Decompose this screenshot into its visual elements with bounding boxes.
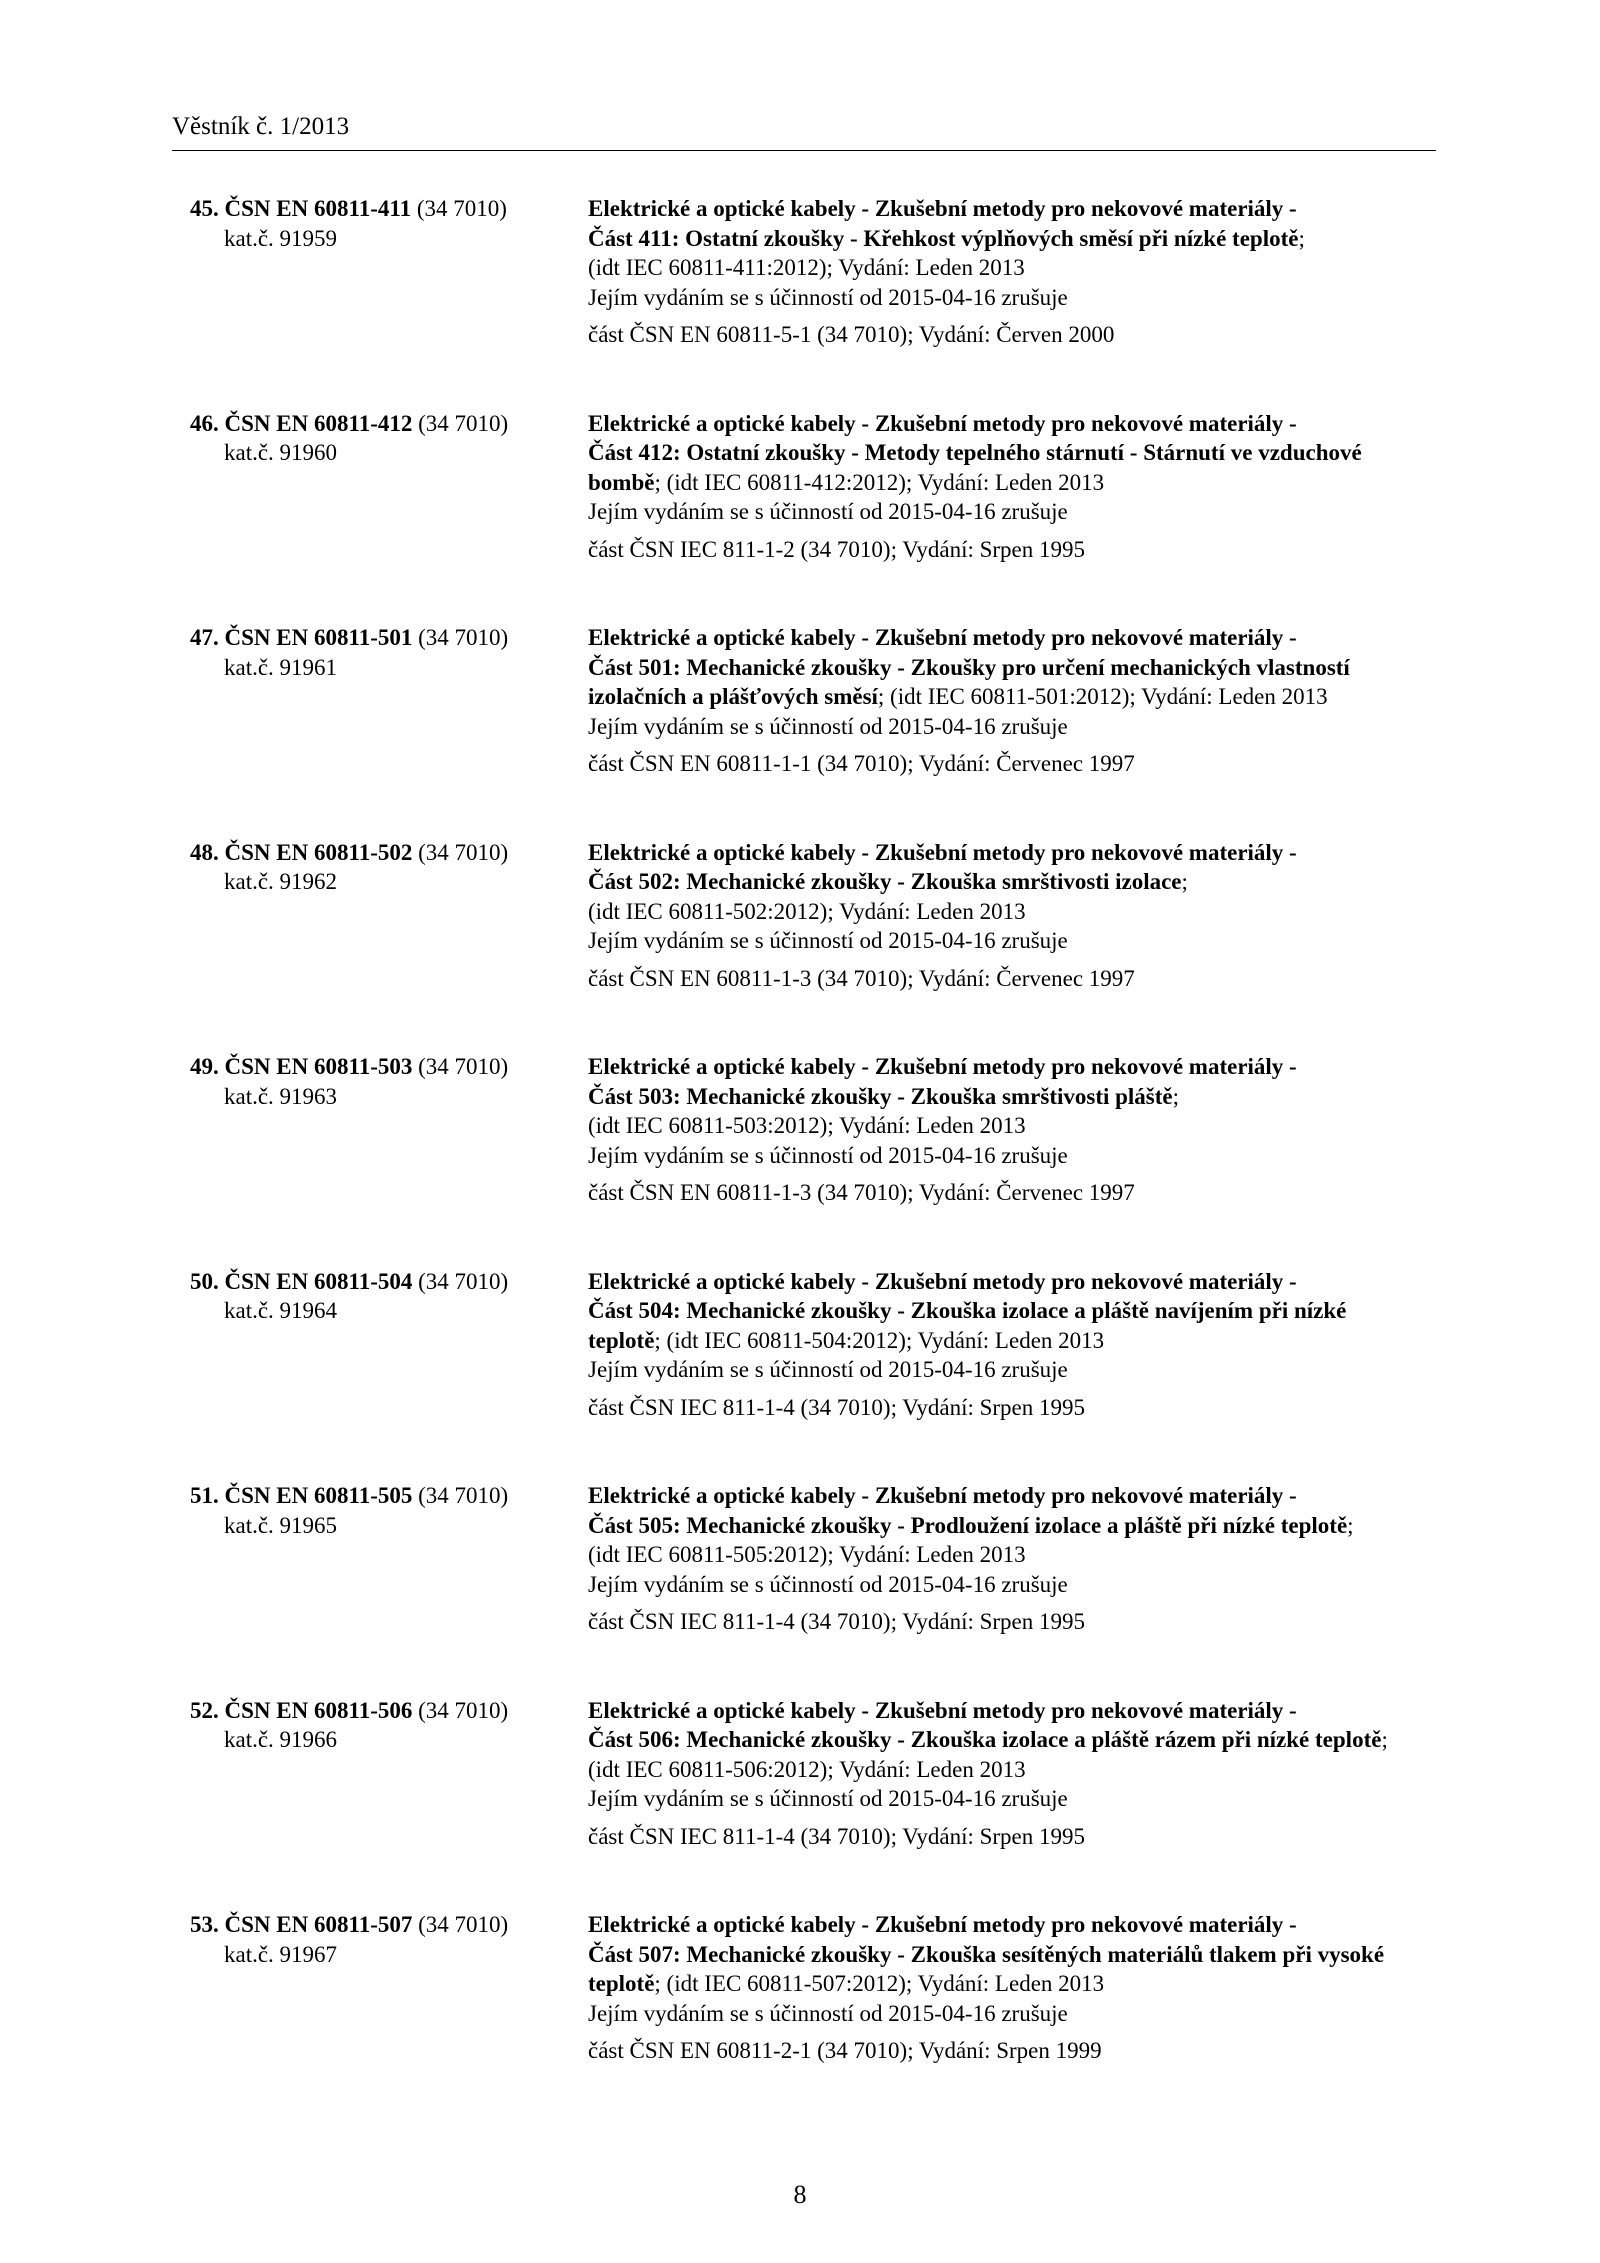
classification-code: (34 7010) — [418, 1912, 509, 1937]
title-text: Elektrické a optické kabely - Zkušební metody pro nekovové materiály - — [588, 1268, 1297, 1294]
body-text: ; (idt IEC 60811-507:2012); Vydání: Leden 2013 — [654, 1971, 1105, 1996]
cancelled-standard: část ČSN IEC 811-1-4 (34 7010); Vydání: Srpen 1995 — [588, 1609, 1086, 1634]
title-text: Část 412: Ostatní zkoušky - Metody tepelného stárnutí - Stárnutí ve vzduchové — [588, 440, 1362, 465]
description-line — [588, 712, 1443, 742]
description-line — [588, 1326, 1443, 1356]
description-line — [588, 623, 1443, 653]
description-line — [588, 1725, 1443, 1755]
standard-description — [588, 623, 1443, 779]
catalog-number: kat.č. 91960 — [224, 440, 338, 465]
standard-designation — [190, 1696, 590, 1726]
cancelled-standard: část ČSN EN 60811-1-3 (34 7010); Vydání: Červenec 1997 — [588, 1180, 1135, 1205]
classification-code: (34 7010) — [416, 196, 507, 221]
classification-code: (34 7010) — [418, 839, 509, 865]
description-line — [588, 1511, 1443, 1541]
description-line — [588, 1755, 1443, 1785]
standard-designation — [190, 1910, 590, 1940]
body-text: ; (idt IEC 60811-501:2012); Vydání: Leden 2013 — [877, 684, 1328, 709]
standards-list — [190, 194, 1440, 2125]
standard-code: ČSN EN 60811-503 — [224, 1054, 413, 1079]
description-line — [588, 1540, 1443, 1570]
description-line — [588, 194, 1443, 224]
entry-number: 51. — [190, 1483, 219, 1508]
title-text: Část 506: Mechanické zkoušky - Zkouška izolace a pláště rázem při nízké teplotě — [588, 1727, 1382, 1752]
standard-entry — [190, 194, 1440, 409]
standard-identifier — [190, 1052, 590, 1111]
title-text: Elektrické a optické kabely - Zkušební metody pro nekovové materiály - — [588, 839, 1297, 865]
title-text: Část 504: Mechanické zkoušky - Zkouška izolace a pláště navíjením při nízké — [588, 1298, 1347, 1323]
entry-number: 53. — [190, 1912, 219, 1937]
description-line — [588, 1082, 1443, 1112]
description-line — [588, 1940, 1443, 1970]
classification-code: (34 7010) — [418, 625, 509, 650]
description-line — [588, 1570, 1443, 1600]
description-line — [588, 283, 1443, 313]
title-text: Část 502: Mechanické zkoušky - Zkouška smrštivosti izolace — [588, 869, 1182, 894]
title-text: Část 411: Ostatní zkoušky - Křehkost výplňových směsí při nízké teplotě — [588, 225, 1299, 251]
body-text: ; — [1172, 1083, 1180, 1109]
standard-identifier — [190, 1910, 590, 1969]
description-line — [588, 1969, 1443, 1999]
body-text: Jejím vydáním se s účinností od 2015-04-16 zrušuje — [588, 1357, 1068, 1382]
classification-code: (34 7010) — [418, 410, 509, 436]
description-line — [588, 1355, 1443, 1385]
standard-description — [588, 1696, 1443, 1852]
description-line — [588, 468, 1443, 498]
body-text: (idt IEC 60811-506:2012); Vydání: Leden 2013 — [588, 1756, 1026, 1782]
body-text: ; — [1298, 225, 1305, 251]
description-line — [588, 1296, 1443, 1326]
description-line — [588, 1141, 1443, 1171]
standard-designation — [190, 1052, 590, 1082]
body-text: Jejím vydáním se s účinností od 2015-04-16 zrušuje — [588, 1571, 1068, 1597]
title-text: teplotě — [588, 1971, 655, 1996]
cancelled-standard: část ČSN IEC 811-1-2 (34 7010); Vydání: Srpen 1995 — [588, 536, 1086, 562]
description-line — [588, 1267, 1443, 1297]
standard-code: ČSN EN 60811-501 — [224, 625, 413, 650]
standard-identifier — [190, 194, 590, 253]
body-text: ; — [1381, 1727, 1388, 1752]
body-text: (idt IEC 60811-503:2012); Vydání: Leden 2013 — [588, 1113, 1026, 1138]
standard-code: ČSN EN 60811-507 — [224, 1912, 413, 1937]
body-text: Jejím vydáním se s účinností od 2015-04-16 zrušuje — [588, 713, 1068, 739]
standard-description — [588, 1267, 1443, 1423]
catalog-number: kat.č. 91959 — [224, 225, 338, 251]
body-text: Jejím vydáním se s účinností od 2015-04-16 zrušuje — [588, 499, 1068, 524]
standard-identifier — [190, 409, 590, 468]
description-line — [588, 1481, 1443, 1511]
description-line — [588, 926, 1443, 956]
title-text: Elektrické a optické kabely - Zkušební metody pro nekovové materiály - — [588, 1697, 1297, 1723]
cancelled-standard: část ČSN IEC 811-1-4 (34 7010); Vydání: Srpen 1995 — [588, 1394, 1086, 1420]
cancelled-standard: část ČSN EN 60811-1-1 (34 7010); Vydání: Červenec 1997 — [588, 751, 1135, 776]
standard-entry — [190, 1481, 1440, 1696]
title-text: Elektrické a optické kabely - Zkušební metody pro nekovové materiály - — [588, 410, 1297, 436]
page-number: 8 — [793, 2180, 807, 2209]
description-line — [588, 1910, 1443, 1940]
classification-code: (34 7010) — [418, 1054, 509, 1079]
title-text: Elektrické a optické kabely - Zkušební metody pro nekovové materiály - — [588, 1483, 1297, 1508]
description-line — [588, 438, 1443, 468]
description-line — [588, 409, 1443, 439]
description-line — [588, 497, 1443, 527]
cancelled-standard: část ČSN EN 60811-2-1 (34 7010); Vydání: Srpen 1999 — [588, 2038, 1102, 2063]
title-text: Elektrické a optické kabely - Zkušební metody pro nekovové materiály - — [588, 625, 1297, 650]
description-line — [588, 682, 1443, 712]
standard-entry — [190, 1910, 1440, 2125]
standard-description — [588, 194, 1443, 350]
standard-code: ČSN EN 60811-505 — [224, 1483, 413, 1508]
catalog-number: kat.č. 91966 — [224, 1727, 338, 1752]
body-text: Jejím vydáním se s účinností od 2015-04-16 zrušuje — [588, 1786, 1068, 1811]
body-text: ; (idt IEC 60811-504:2012); Vydání: Leden 2013 — [654, 1327, 1105, 1353]
title-text: Elektrické a optické kabely - Zkušební metody pro nekovové materiály - — [588, 1054, 1297, 1079]
description-line — [588, 653, 1443, 683]
catalog-number: kat.č. 91963 — [224, 1083, 338, 1109]
title-text: teplotě — [588, 1327, 655, 1353]
standard-identifier — [190, 1696, 590, 1755]
body-text: Jejím vydáním se s účinností od 2015-04-16 zrušuje — [588, 1142, 1068, 1168]
page-header — [172, 112, 1436, 151]
standard-description — [588, 1910, 1443, 2066]
description-line — [588, 838, 1443, 868]
body-text: (idt IEC 60811-505:2012); Vydání: Leden 2013 — [588, 1542, 1026, 1567]
classification-code: (34 7010) — [418, 1483, 509, 1508]
standard-code: ČSN EN 60811-506 — [224, 1697, 413, 1723]
entry-number: 47. — [190, 625, 219, 650]
body-text: ; (idt IEC 60811-412:2012); Vydání: Leden 2013 — [654, 469, 1105, 495]
body-text: Jejím vydáním se s účinností od 2015-04-16 zrušuje — [588, 2000, 1068, 2026]
description-line — [588, 1111, 1443, 1141]
title-text: Část 503: Mechanické zkoušky - Zkouška smrštivosti pláště — [588, 1083, 1173, 1109]
standard-description — [588, 409, 1443, 565]
standard-description — [588, 838, 1443, 994]
standard-entry — [190, 1696, 1440, 1911]
entry-number: 45. — [190, 196, 219, 221]
standard-description — [588, 1052, 1443, 1208]
description-line — [588, 253, 1443, 283]
standard-entry — [190, 623, 1440, 838]
title-text: Část 505: Mechanické zkoušky - Prodloužení izolace a pláště při nízké teplotě — [588, 1512, 1348, 1538]
bulletin-title: Věstník č. 1/2013 — [172, 113, 350, 140]
standard-entry — [190, 1267, 1440, 1482]
entry-number: 46. — [190, 410, 219, 436]
body-text: (idt IEC 60811-411:2012); Vydání: Leden 2013 — [588, 255, 1025, 280]
description-line — [588, 1999, 1443, 2029]
body-text: Jejím vydáním se s účinností od 2015-04-16 zrušuje — [588, 928, 1068, 953]
standard-code: ČSN EN 60811-412 — [224, 410, 413, 436]
cancelled-standard: část ČSN IEC 811-1-4 (34 7010); Vydání: Srpen 1995 — [588, 1823, 1086, 1849]
title-text: Elektrické a optické kabely - Zkušební metody pro nekovové materiály - — [588, 1912, 1297, 1937]
entry-number: 49. — [190, 1054, 219, 1079]
standard-entry — [190, 838, 1440, 1053]
standard-designation — [190, 194, 590, 224]
title-text: Část 501: Mechanické zkoušky - Zkoušky pro určení mechanických vlastností — [588, 654, 1350, 680]
cancelled-standard: část ČSN EN 60811-1-3 (34 7010); Vydání: Červenec 1997 — [588, 965, 1135, 991]
entry-number: 52. — [190, 1697, 219, 1723]
standard-entry — [190, 409, 1440, 624]
standard-identifier — [190, 1481, 590, 1540]
catalog-number: kat.č. 91962 — [224, 869, 338, 894]
standard-designation — [190, 1481, 590, 1511]
description-line — [588, 224, 1443, 254]
body-text: ; — [1347, 1512, 1354, 1538]
standard-entry — [190, 1052, 1440, 1267]
standard-designation — [190, 623, 590, 653]
description-line — [588, 1052, 1443, 1082]
description-line — [588, 867, 1443, 897]
body-text: (idt IEC 60811-502:2012); Vydání: Leden 2013 — [588, 898, 1026, 924]
standard-code: ČSN EN 60811-504 — [224, 1268, 413, 1294]
standard-code: ČSN EN 60811-411 — [224, 196, 412, 221]
catalog-number: kat.č. 91967 — [224, 1941, 338, 1967]
description-line — [588, 1784, 1443, 1814]
body-text: ; — [1181, 869, 1188, 894]
catalog-number: kat.č. 91961 — [224, 654, 338, 680]
standard-designation — [190, 1267, 590, 1297]
description-line — [588, 1696, 1443, 1726]
classification-code: (34 7010) — [418, 1697, 509, 1723]
standard-description — [588, 1481, 1443, 1637]
body-text: Jejím vydáním se s účinností od 2015-04-16 zrušuje — [588, 284, 1068, 310]
entry-number: 48. — [190, 839, 219, 865]
entry-number: 50. — [190, 1268, 219, 1294]
title-text: Elektrické a optické kabely - Zkušební metody pro nekovové materiály - — [588, 196, 1297, 221]
catalog-number: kat.č. 91965 — [224, 1512, 338, 1538]
title-text: Část 507: Mechanické zkoušky - Zkouška sesítěných materiálů tlakem při vysoké — [588, 1941, 1385, 1967]
standard-designation — [190, 838, 590, 868]
description-line — [588, 897, 1443, 927]
cancelled-standard: část ČSN EN 60811-5-1 (34 7010); Vydání: Červen 2000 — [588, 322, 1115, 347]
standard-designation — [190, 409, 590, 439]
standard-identifier — [190, 623, 590, 682]
title-text: izolačních a plášťových směsí — [588, 684, 878, 709]
catalog-number: kat.č. 91964 — [224, 1298, 338, 1323]
classification-code: (34 7010) — [418, 1268, 509, 1294]
standard-code: ČSN EN 60811-502 — [224, 839, 413, 865]
standard-identifier — [190, 838, 590, 897]
title-text: bombě — [588, 469, 655, 495]
standard-identifier — [190, 1267, 590, 1326]
